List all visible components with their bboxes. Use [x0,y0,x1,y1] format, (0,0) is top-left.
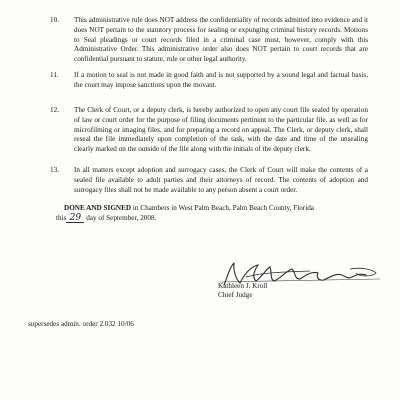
signer-name: Kathleen J. Kroll [218,282,268,290]
paragraph-11 [50,71,368,91]
done-date: day of September, 2008. [84,213,157,222]
paragraph-text: This administrative rule does NOT address the confidentiality of records admitted into evidence and it does NOT pertain to the statutory process for sealing or expunging criminal history records. Motions to Seal pleadings or court records filed in a criminal case must, however, comply with this Administrative Order. This administrative order also does NOT pertain to court records that are confidential pursuant to statute, rule or other legal authority. [74,16,368,64]
done-and-signed [56,204,364,224]
signer-title: Chief Judge [218,291,253,299]
signature-block [200,255,390,305]
paragraph-number: 13. [50,166,59,174]
paragraph-13 [50,166,368,195]
paragraph-12 [50,106,368,155]
paragraph-number: 10. [50,16,59,24]
done-bold: DONE AND SIGNED [64,204,132,212]
paragraph-10 [50,16,368,65]
paragraph-number: 12. [50,106,59,114]
done-this: this [56,213,67,222]
supersedes-note: supersedes admin. order 2.032 10/06 [28,320,134,328]
handwritten-day: 29 [66,214,84,223]
done-location: in Chambers in West Palm Beach, Palm Beach County, Florida [131,204,314,212]
paragraph-text: The Clerk of Court, or a deputy clerk, is hereby authorized to open any court file sealed by operation of law or court order for the purpose of filing documents pertinent to the particular file, as well as for microfilming or imaging files, and for preparing a record on appeal. The Clerk, or deputy clerk, shall reseal the file immediately upon completion of the task, with the date and time of the unsealing clearly marked on the outside of the file along with the initials of the deputy clerk. [74,106,368,154]
paragraph-text: If a motion to seal is not made in good faith and is not supported by a sound legal and factual basis, the court may impose sanctions upon the movant. [74,71,368,89]
paragraph-text: In all matters except adoption and surrogacy cases, the Clerk of Court will make the contents of a sealed file available to adult parties and their attorneys of record. The contents of adoption and surrogacy files shall not be made available to any person absent a court order. [74,166,368,194]
paragraph-number: 11. [50,71,59,79]
